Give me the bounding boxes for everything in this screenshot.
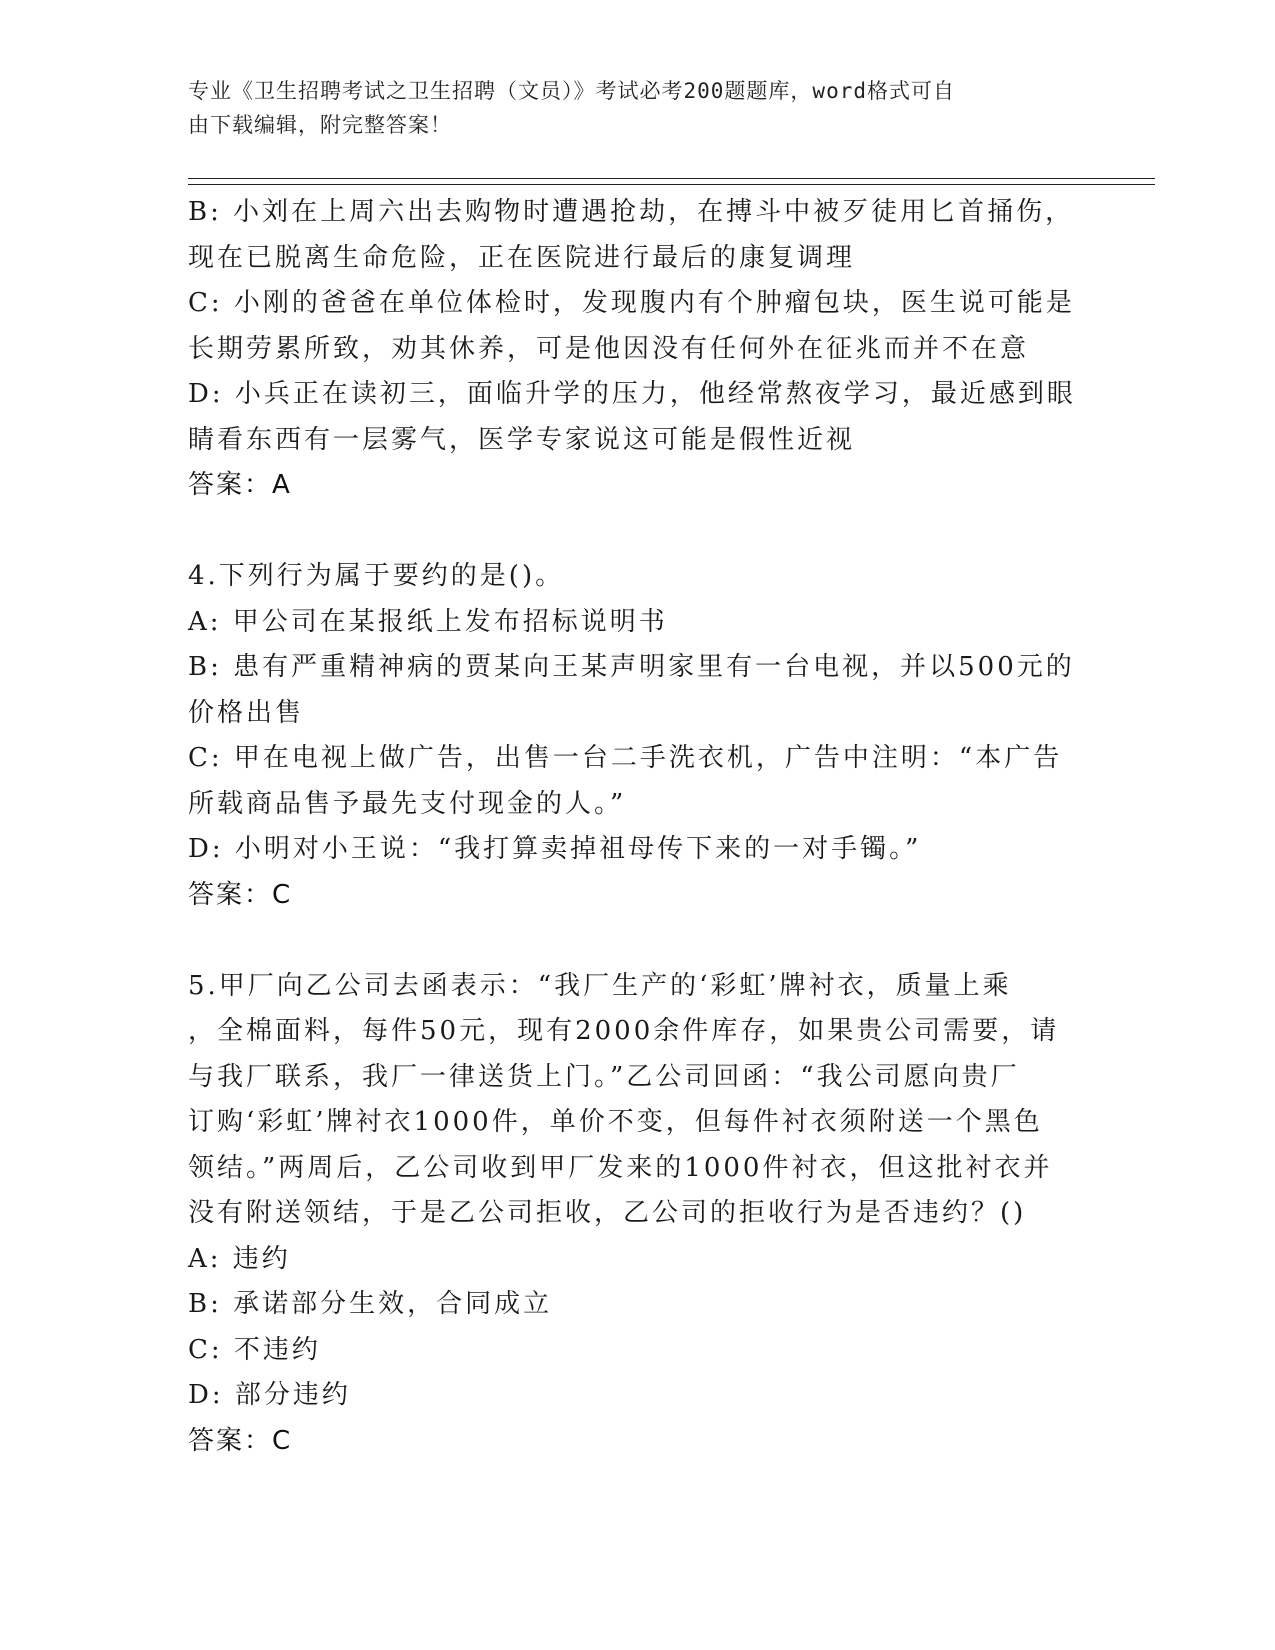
- q5-option-d: D: 部分违约: [188, 1380, 351, 1410]
- q5-stem-line-5: 领结。”两周后，乙公司收到甲厂发来的1000件衬衣，但这批衬衣并: [188, 1152, 1053, 1183]
- q3-option-c-line-1: C: 小刚的爸爸在单位体检时，发现腹内有个肿瘤包块，医生说可能是: [188, 288, 1075, 318]
- q5-answer: 答案：C: [188, 1425, 293, 1456]
- document-header: [188, 74, 1068, 142]
- q5-stem-line-6: 没有附送领结，于是乙公司拒收，乙公司的拒收行为是否违约？(): [188, 1198, 1027, 1228]
- q5-stem-line-4: 订购‘彩虹’牌衬衣1000件，单价不变，但每件衬衣须附送一个黑色: [188, 1107, 1043, 1137]
- q4-option-d: D: 小明对小王说：“我打算卖掉祖母传下来的一对手镯。”: [188, 834, 922, 864]
- q4-option-b-line-2: 价格出售: [188, 697, 305, 728]
- q5-option-c: C: 不违约: [188, 1334, 321, 1365]
- q3-option-d-line-1: D: 小兵正在读初三，面临升学的压力，他经常熬夜学习，最近感到眼: [188, 379, 1076, 409]
- q3-answer: 答案：A: [188, 470, 292, 500]
- document-body: [188, 190, 1078, 1464]
- q3-option-b-line-1: B: 小刘在上周六出去购物时遭遇抢劫，在搏斗中被歹徒用匕首捅伤，: [188, 197, 1075, 227]
- question-5: [188, 964, 1078, 1465]
- question-3-continued: [188, 190, 1078, 509]
- q3-option-b-line-2: 现在已脱离生命危险，正在医院进行最后的康复调理: [188, 242, 856, 273]
- q3-option-c-line-2: 长期劳累所致，劝其休养，可是他因没有任何外在征兆而并不在意: [188, 333, 1030, 364]
- spacer: [188, 509, 1078, 555]
- header-title-line-2: 由下载编辑，附完整答案！: [188, 113, 452, 137]
- spacer: [188, 918, 1078, 964]
- q5-stem-line-3: 与我厂联系，我厂一律送货上门。”乙公司回函：“我公司愿向贵厂: [188, 1061, 1020, 1092]
- header-title-line-1: 专业《卫生招聘考试之卫生招聘（文员）》考试必考200题题库，word格式可自: [188, 79, 955, 103]
- q5-option-b: B: 承诺部分生效，合同成立: [188, 1289, 553, 1319]
- header-divider-top: [188, 178, 1155, 179]
- header-divider-bottom: [188, 184, 1155, 185]
- q3-option-d-line-2: 睛看东西有一层雾气，医学专家说这可能是假性近视: [188, 424, 856, 455]
- q4-option-c-line-2: 所载商品售予最先支付现金的人。”: [188, 788, 627, 819]
- question-4: [188, 554, 1078, 918]
- q5-option-a: A: 违约: [188, 1243, 291, 1274]
- q4-option-c-line-1: C: 甲在电视上做广告，出售一台二手洗衣机，广告中注明：“本广告: [188, 743, 1063, 773]
- q5-stem-line-2: ，全棉面料，每件50元，现有2000余件库存，如果贵公司需要，请: [188, 1016, 1060, 1046]
- q4-answer: 答案：C: [188, 879, 293, 910]
- q4-option-b-line-1: B: 患有严重精神病的贾某向王某声明家里有一台电视，并以500元的: [188, 652, 1075, 682]
- q4-stem: 4.下列行为属于要约的是()。: [188, 561, 565, 591]
- q5-stem-line-1: 5.甲厂向乙公司去函表示：“我厂生产的‘彩虹’牌衬衣，质量上乘: [188, 970, 1012, 1001]
- q4-option-a: A: 甲公司在某报纸上发布招标说明书: [188, 606, 668, 637]
